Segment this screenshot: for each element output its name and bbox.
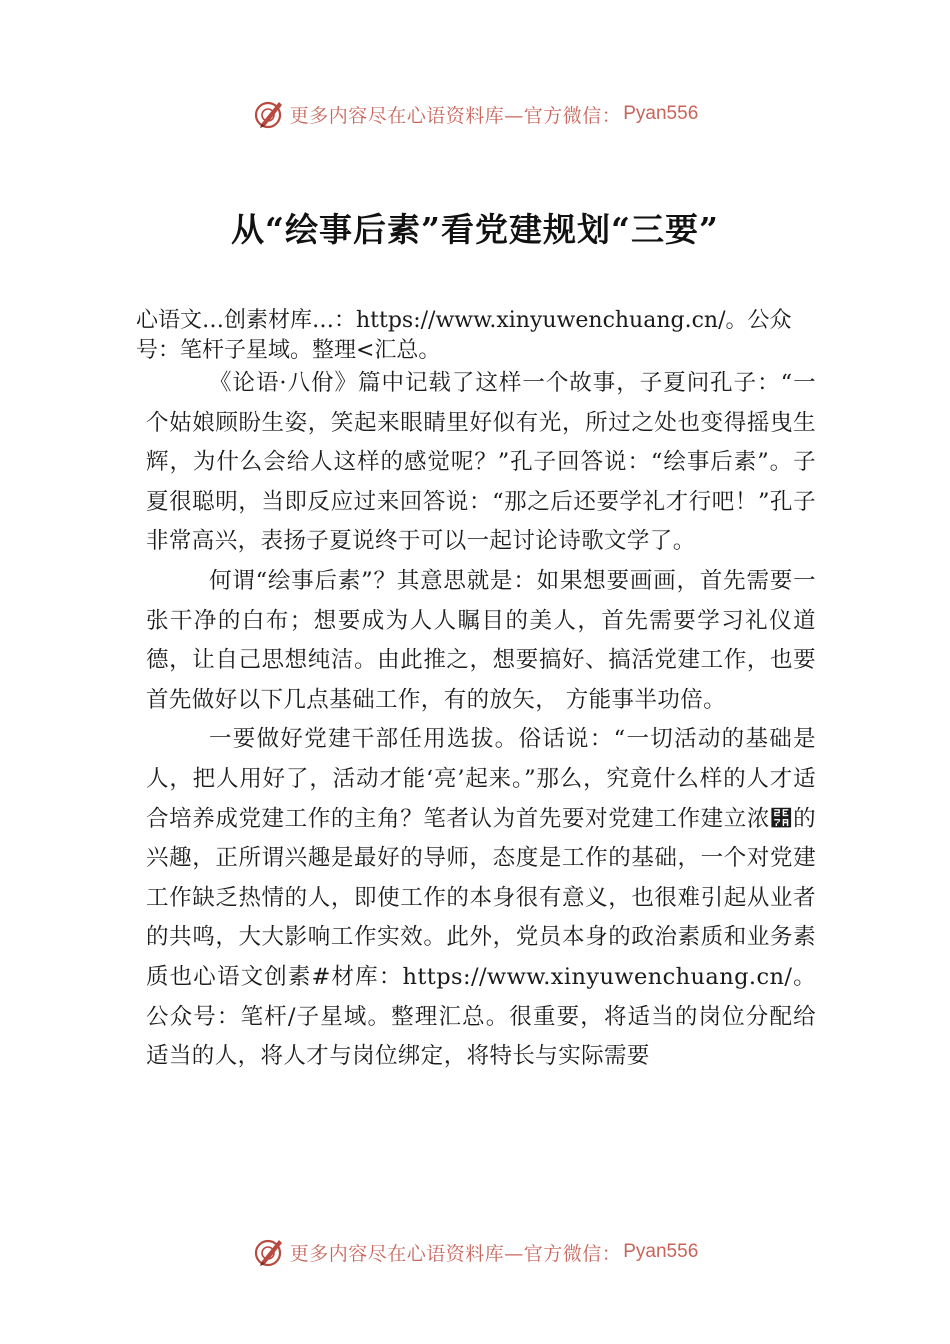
document-body <box>146 364 816 1077</box>
document-title: 从“绘事后素”看党建规划“三要” <box>231 210 719 249</box>
banner-wechat-handle: Pyan556 <box>623 103 699 124</box>
footer-banner <box>0 1232 950 1272</box>
pen-logo-icon <box>252 97 286 131</box>
header-banner <box>0 94 950 134</box>
paragraph-2: 何谓“绘事后素”？其意思就是：如果想要画画，首先需要一张干净的白布；想要成为人人瞩目的美人，首先需要学习礼仪道德，让自己思想纯洁。由此推之，想要搞好、搞活党建工作，也要首先做好以下几点基础工作，有的放矢， 方能事半功倍。 <box>146 567 816 713</box>
paragraph-3: 一要做好党建干部任用选拔。俗话说：“一切活动的基础是人，把人用好了，活动才能‘亮’起来。”那么，究竟什么样的人才适合培养成党建工作的主角？笔者认为首先要对党建工作建立浓⹺的兴趣，正所谓兴趣是最好的导师，态度是工作的基础，一个对党建工作缺乏热情的人，即使工作的本身很有意义，也很难引起从业者的共鸣，大大影响工作实效。此外，党员本身的政治素质和业务素质也心语文创素#材库：https://www.xinyuwenchuang.cn/。公众号：笔杆/子星域。整理汇总。很重要，将适当的岗位分配给适当的人，将人才与岗位绑定，将特长与实际需要 <box>146 726 816 1070</box>
banner-text: 更多内容尽在心语资料库—官方微信： <box>289 104 622 127</box>
banner-text: 更多内容尽在心语资料库—官方微信： <box>289 1242 622 1265</box>
pen-logo-icon <box>252 1235 286 1269</box>
paragraph-1: 《论语·八佾》篇中记载了这样一个故事，子夏问孔子：“一个姑娘顾盼生姿，笑起来眼睛里好似有光，所过之处也变得摇曳生辉，为什么会给人这样的感觉呢？”孔子回答说：“绘事后素”。子夏很聪明，当即反应过来回答说：“那之后还要学礼才行吧！”孔子非常高兴，表扬子夏说终于可以一起讨论诗歌文学了。 <box>146 370 816 555</box>
source-line: 心语文…创素材库…：https://www.xinyuwenchuang.cn/。公众号：笔杆子星域。整理<汇总。 <box>136 308 792 363</box>
banner-wechat-handle: Pyan556 <box>623 1241 699 1262</box>
